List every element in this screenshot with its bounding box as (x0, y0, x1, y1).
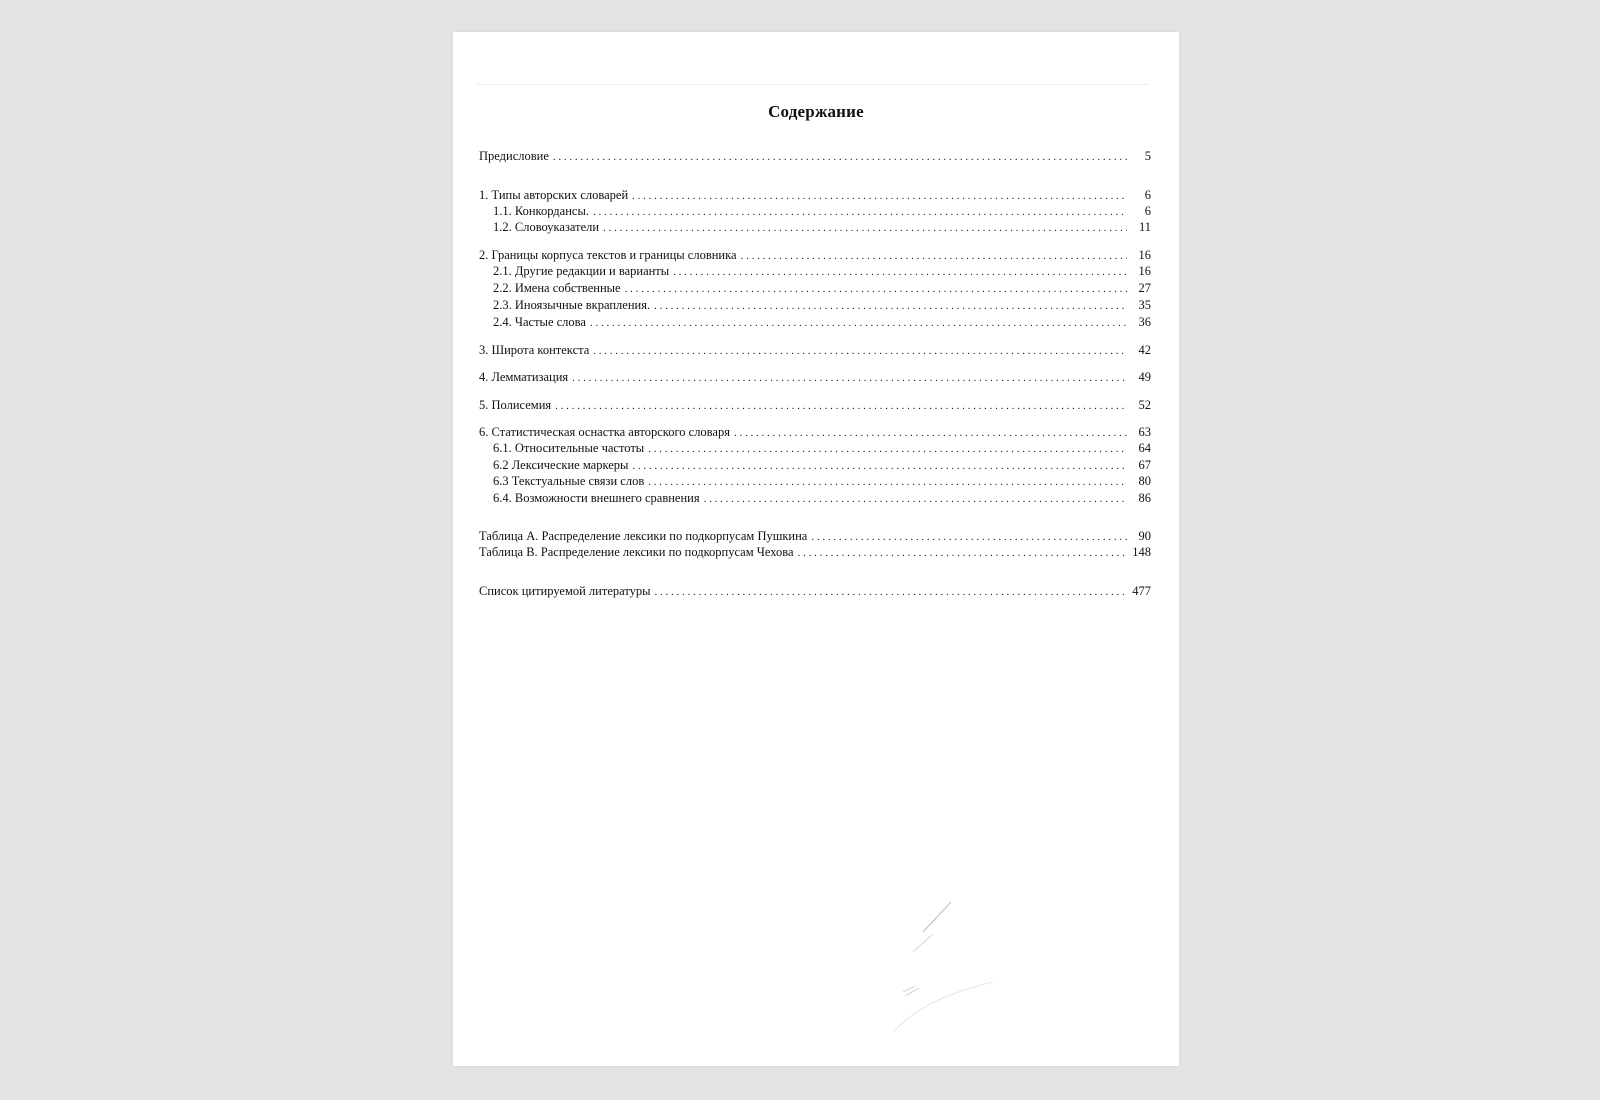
toc-entry-label: 1.1. Конкордансы. (493, 204, 589, 218)
toc-entry-label: 6. Статистическая оснастка авторского словаря (479, 425, 730, 439)
dot-leader (632, 459, 1127, 474)
toc-entry-label: Список цитируемой литературы (479, 584, 651, 598)
toc-entry-page: 67 (1138, 458, 1151, 472)
dot-leader (625, 282, 1127, 297)
toc-entry-page: 5 (1144, 149, 1151, 163)
document-page (453, 32, 1179, 1066)
toc-subentry (479, 298, 1151, 314)
toc-subentry (479, 474, 1151, 490)
toc-entry-page: 148 (1132, 545, 1151, 559)
toc-subentry (479, 204, 1151, 220)
toc-entry-page: 6 (1144, 188, 1151, 202)
toc-entry-label: 2.1. Другие редакции и варианты (493, 264, 670, 278)
toc-subentry (479, 264, 1151, 280)
toc-entry (479, 398, 1151, 414)
toc-entry-label: 6.3 Текстуальные связи слов (493, 474, 645, 488)
toc-entry-label: 6.1. Относительные частоты (493, 441, 645, 455)
toc-entry-label: 2.3. Иноязычные вкрапления. (493, 298, 651, 312)
toc-entry-label: Таблица А. Распределение лексики по подкорпусам Пушкина (479, 529, 808, 543)
toc-entry-page: 36 (1138, 315, 1151, 329)
dot-leader (655, 585, 1127, 600)
toc-entry-page: 63 (1138, 425, 1151, 439)
pencil-scratch-mark (893, 892, 1013, 1032)
toc-entry-page: 6 (1144, 204, 1151, 218)
dot-leader (593, 205, 1127, 220)
toc-entry (479, 370, 1151, 386)
toc-entry-page: 16 (1138, 264, 1151, 278)
dot-leader (593, 344, 1127, 359)
toc-entry-label: 4. Лемматизация (479, 370, 569, 384)
page-title: Содержание (768, 102, 864, 121)
toc-entry (479, 545, 1151, 561)
toc-entry-label: 1. Типы авторских словарей (479, 188, 629, 202)
toc-entry-page: 11 (1138, 220, 1151, 234)
dot-leader (590, 316, 1127, 331)
toc-entry-page: 90 (1138, 529, 1151, 543)
toc-entry-label: 1.2. Словоуказатели (493, 220, 600, 234)
toc-entry (479, 425, 1151, 441)
toc-entry-label: Предисловие (479, 149, 549, 163)
toc-entry-page: 64 (1138, 441, 1151, 455)
toc-entry-page: 86 (1138, 491, 1151, 505)
toc-subentry (479, 458, 1151, 474)
toc-entry-page: 52 (1138, 398, 1151, 412)
toc-entry-label: 2.4. Частые слова (493, 315, 586, 329)
toc-entry-page: 477 (1132, 584, 1151, 598)
toc-subentry (479, 220, 1151, 236)
toc-subentry (479, 315, 1151, 331)
dot-leader (553, 150, 1127, 165)
toc-entry (479, 188, 1151, 204)
toc-subentry (479, 281, 1151, 297)
toc-entry-label: 6.4. Возможности внешнего сравнения (493, 491, 700, 505)
toc-entry-page: 42 (1138, 343, 1151, 357)
dot-leader (741, 249, 1127, 264)
toc-subentry (479, 491, 1151, 507)
dot-leader (704, 492, 1127, 507)
toc-entry (479, 248, 1151, 264)
toc-subentry (479, 441, 1151, 457)
dot-leader (798, 546, 1127, 561)
toc-entry (479, 584, 1151, 600)
dot-leader (648, 442, 1127, 457)
dot-leader (654, 299, 1127, 314)
dot-leader (632, 189, 1127, 204)
toc-entry-label: 2. Границы корпуса текстов и границы словника (479, 248, 737, 262)
toc-entry-page: 27 (1138, 281, 1151, 295)
toc-entry-page: 16 (1138, 248, 1151, 262)
dot-leader (673, 265, 1127, 280)
toc-entry-page: 80 (1138, 474, 1151, 488)
dot-leader (811, 530, 1127, 545)
toc-entry (479, 529, 1151, 545)
toc-entry-label: 3. Широта контекста (479, 343, 590, 357)
toc-entry (479, 343, 1151, 359)
toc-entry (479, 149, 1151, 165)
toc-entry-label: Таблица В. Распределение лексики по подкорпусам Чехова (479, 545, 794, 559)
dot-leader (572, 371, 1127, 386)
toc-entry-label: 5. Полисемия (479, 398, 552, 412)
dot-leader (734, 426, 1127, 441)
toc-entry-label: 2.2. Имена собственные (493, 281, 621, 295)
toc-entry-page: 35 (1138, 298, 1151, 312)
toc-entry-label: 6.2 Лексические маркеры (493, 458, 629, 472)
dot-leader (555, 399, 1127, 414)
dot-leader (648, 475, 1127, 490)
faint-header-rule (477, 84, 1149, 85)
dot-leader (603, 221, 1127, 236)
toc-entry-page: 49 (1138, 370, 1151, 384)
